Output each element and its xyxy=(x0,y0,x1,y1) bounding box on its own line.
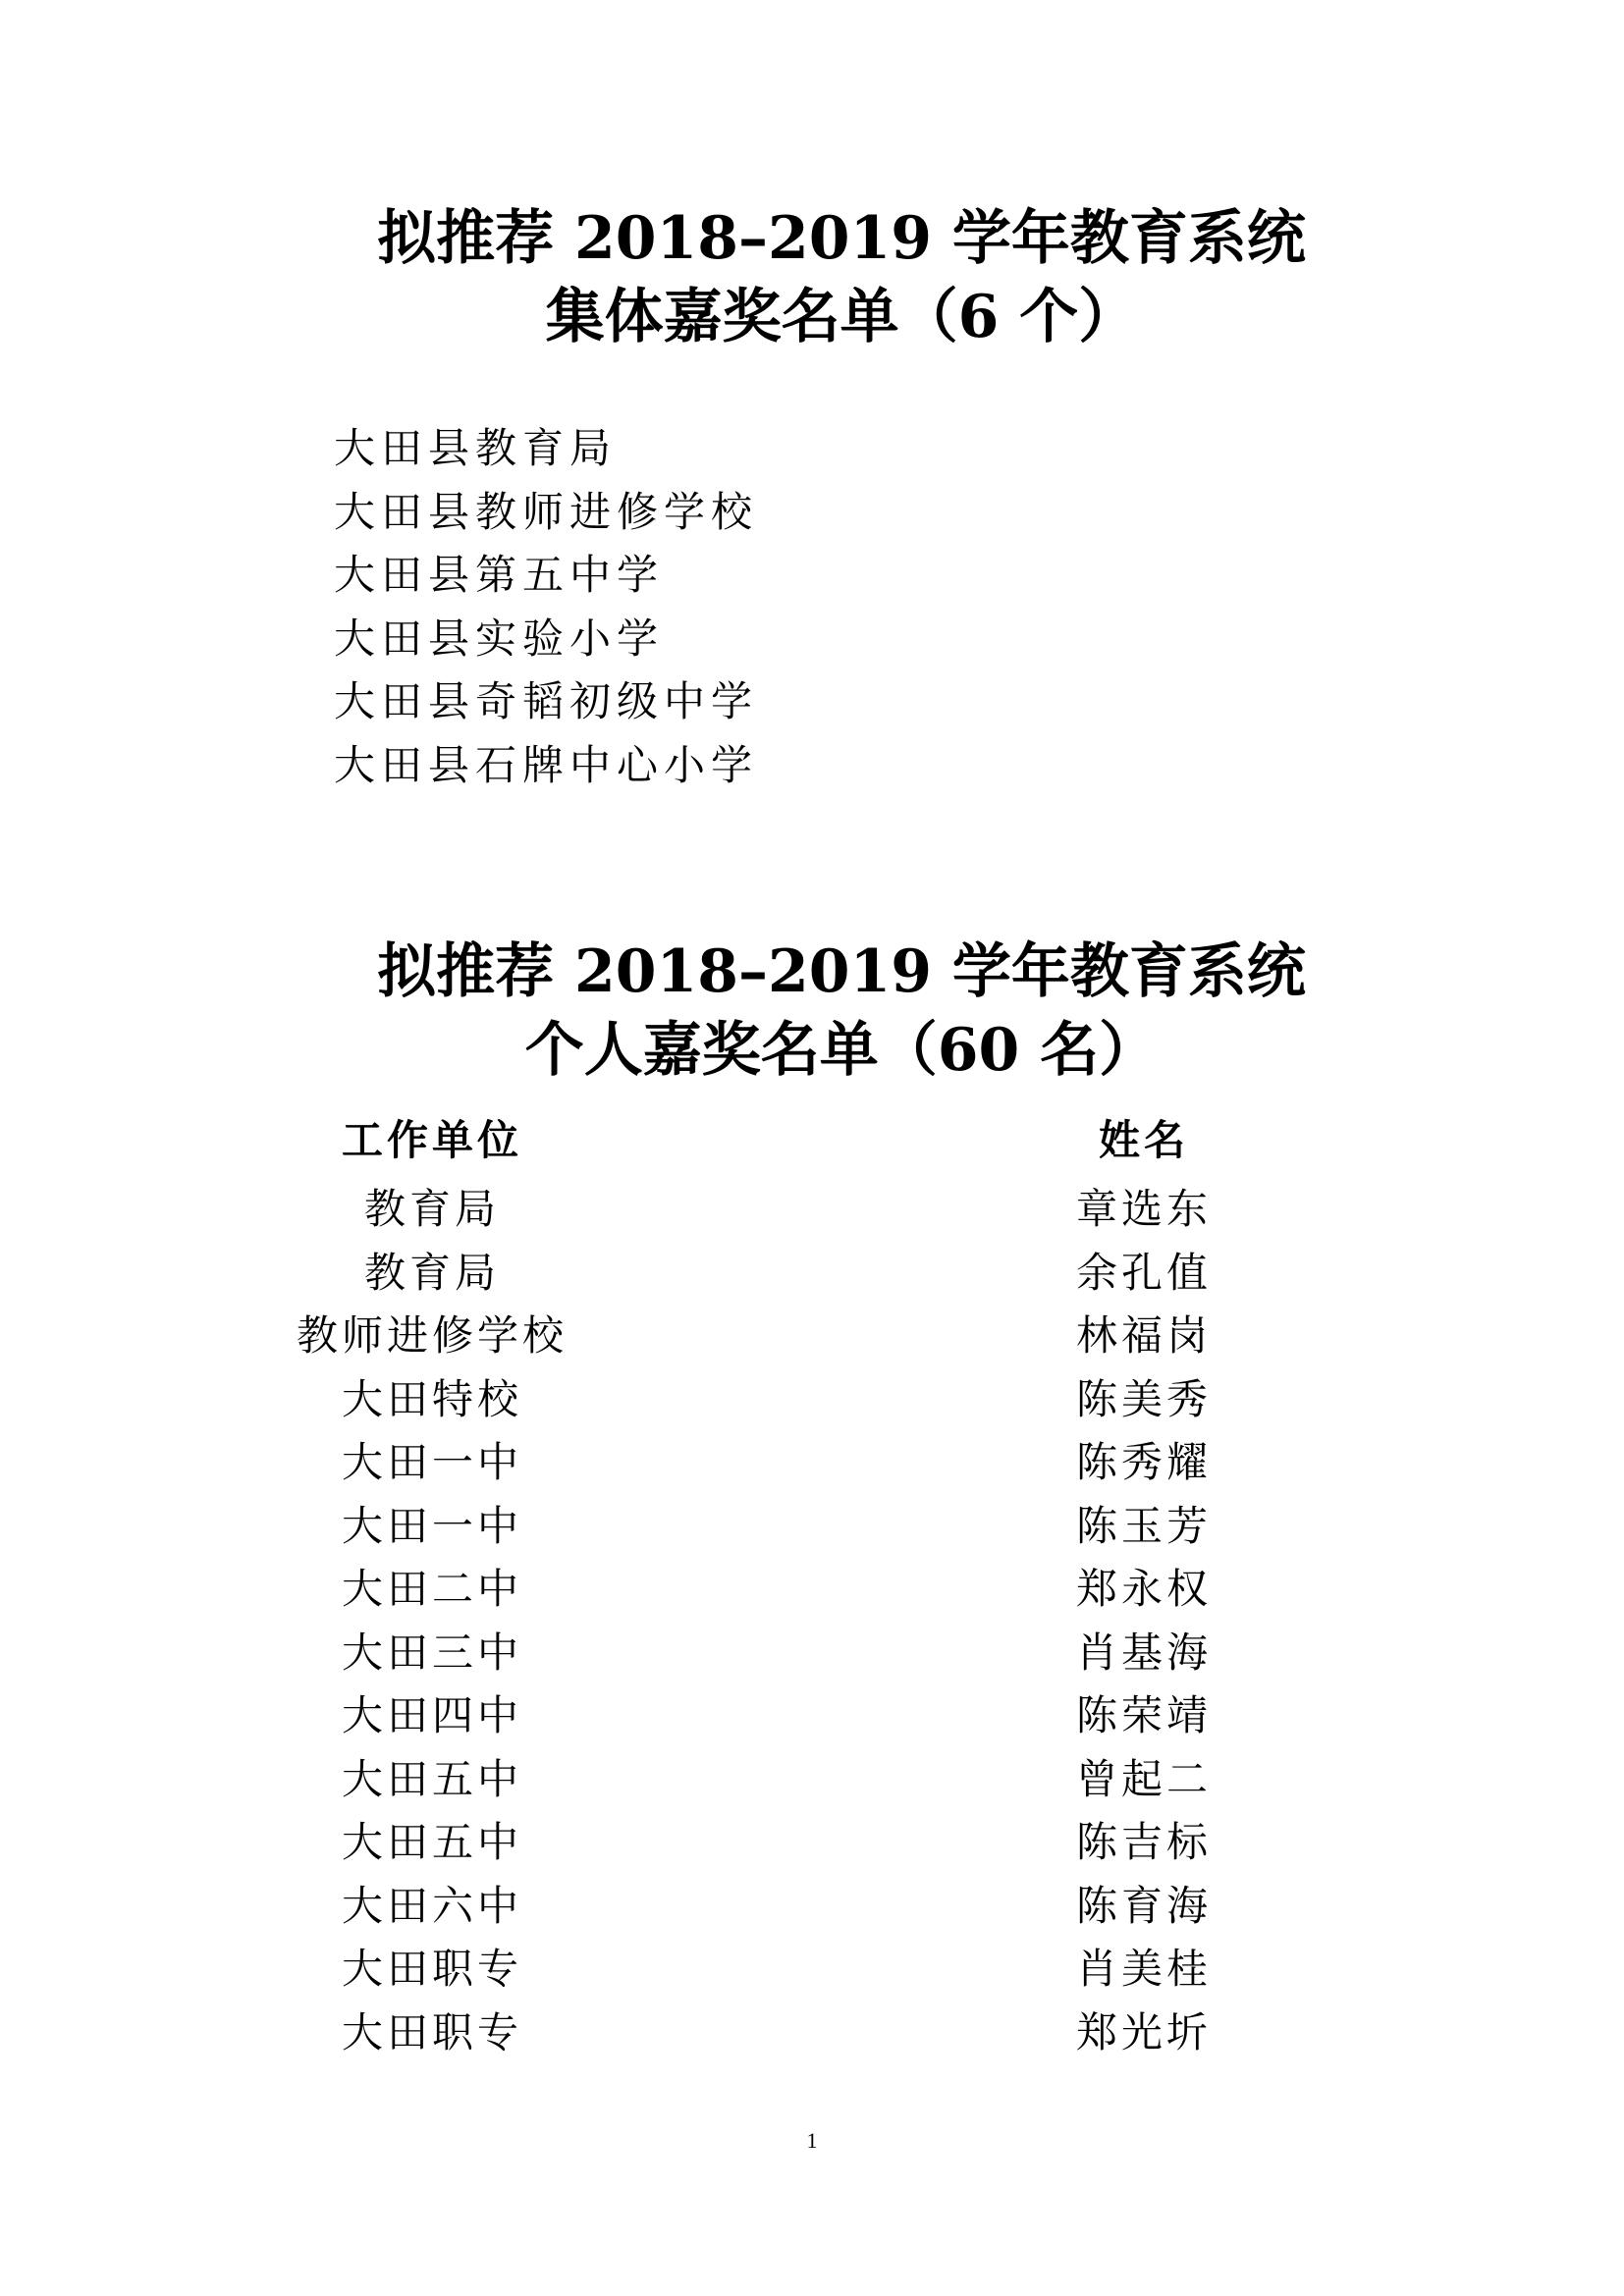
name-cell: 郑光圻 xyxy=(1075,2007,1212,2056)
name-cell: 郑永权 xyxy=(1075,1565,1212,1613)
individual-title-line1: 拟推荐 2018–2019 学年教育系统 xyxy=(377,937,1306,1006)
list-item: 大田县第五中学 xyxy=(334,551,665,599)
name-cell: 肖美桂 xyxy=(1075,1945,1212,1993)
unit-cell: 教育局 xyxy=(363,1248,500,1297)
page-number: 1 xyxy=(806,2128,818,2153)
name-cell: 陈吉标 xyxy=(1075,1818,1212,1866)
individual-award-table xyxy=(0,1178,1624,2064)
table-row xyxy=(0,1242,1624,1306)
name-cell: 陈荣靖 xyxy=(1075,1691,1212,1739)
name-cell: 肖基海 xyxy=(1075,1628,1212,1677)
list-item: 大田县石牌中心小学 xyxy=(334,740,759,789)
unit-cell: 大田六中 xyxy=(341,1881,522,1930)
unit-cell: 教育局 xyxy=(363,1185,500,1233)
unit-cell: 大田二中 xyxy=(341,1565,522,1613)
unit-cell: 大田特校 xyxy=(341,1374,522,1423)
collective-award-list xyxy=(334,417,758,797)
list-item: 大田县教育局 xyxy=(334,424,618,472)
list-item: 大田县教师进修学校 xyxy=(334,487,759,536)
list-item: 大田县实验小学 xyxy=(334,614,665,663)
table-row xyxy=(0,1684,1624,1748)
table-row xyxy=(0,1431,1624,1495)
unit-cell: 大田职专 xyxy=(341,1945,522,1993)
table-row xyxy=(0,1305,1624,1368)
unit-cell: 大田一中 xyxy=(341,1438,522,1486)
unit-cell: 大田职专 xyxy=(341,2007,522,2056)
collective-title-line2: 集体嘉奖名单（6 个） xyxy=(545,283,1138,351)
table-row xyxy=(0,1558,1624,1622)
table-row xyxy=(0,1368,1624,1432)
name-cell: 章选东 xyxy=(1075,1185,1212,1233)
name-cell: 陈玉芳 xyxy=(1075,1501,1212,1550)
unit-cell: 大田五中 xyxy=(341,1754,522,1803)
table-row xyxy=(0,2002,1624,2065)
name-cell: 余孔值 xyxy=(1075,1248,1212,1297)
name-column-header: 姓名 xyxy=(1098,1116,1189,1164)
table-row xyxy=(0,1938,1624,2002)
list-item: 大田县奇韬初级中学 xyxy=(334,677,759,725)
unit-cell: 大田一中 xyxy=(341,1501,522,1550)
table-row xyxy=(0,1811,1624,1875)
name-cell: 曾起二 xyxy=(1075,1754,1212,1803)
name-cell: 陈秀耀 xyxy=(1075,1438,1212,1486)
unit-column-header: 工作单位 xyxy=(341,1116,522,1164)
table-row xyxy=(0,1178,1624,1242)
table-row xyxy=(0,1622,1624,1685)
table-row xyxy=(0,1875,1624,1939)
table-header xyxy=(0,1109,1624,1172)
unit-cell: 大田五中 xyxy=(341,1818,522,1866)
unit-cell: 大田四中 xyxy=(341,1691,522,1739)
name-cell: 陈美秀 xyxy=(1075,1374,1212,1423)
table-row xyxy=(0,1495,1624,1559)
name-cell: 陈育海 xyxy=(1075,1881,1212,1930)
unit-cell: 教师进修学校 xyxy=(296,1311,568,1360)
table-row xyxy=(0,1748,1624,1812)
name-cell: 林福岗 xyxy=(1075,1311,1212,1360)
individual-title-line2: 个人嘉奖名单（60 名） xyxy=(524,1016,1159,1085)
unit-cell: 大田三中 xyxy=(341,1628,522,1677)
collective-title-line1: 拟推荐 2018–2019 学年教育系统 xyxy=(377,204,1306,273)
